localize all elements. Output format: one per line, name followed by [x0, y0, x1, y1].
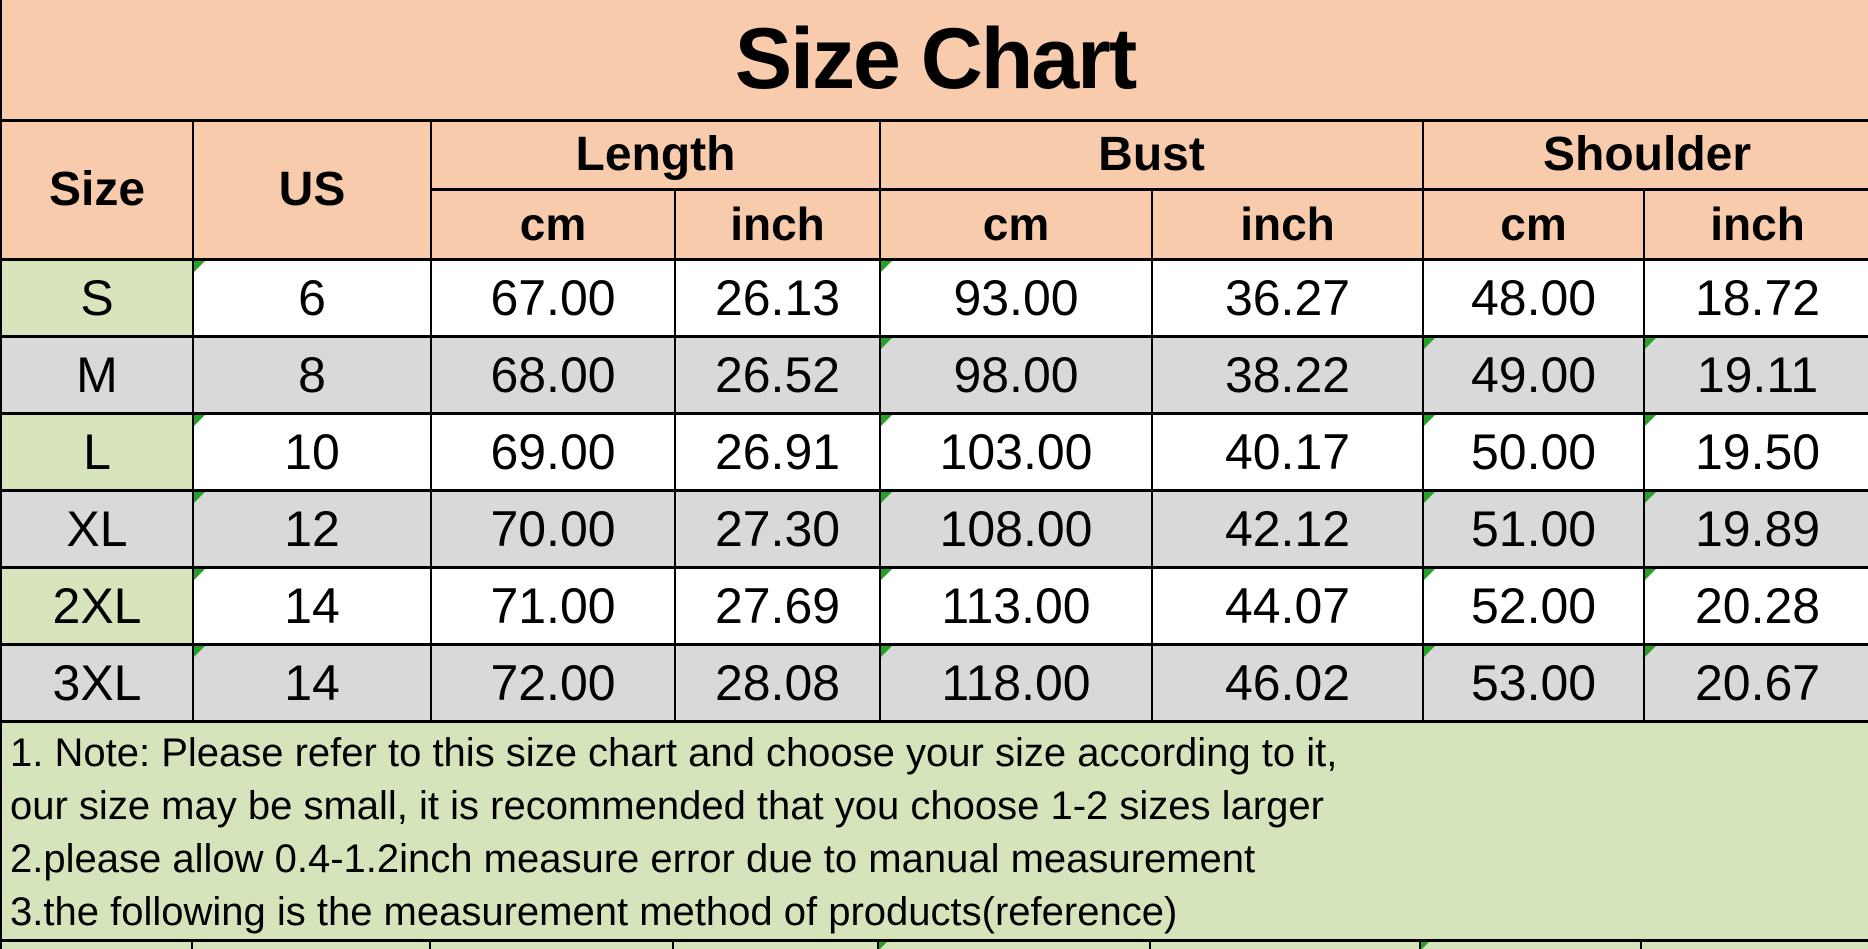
table-row-l: [2, 413, 1868, 490]
partial-cell: [1642, 942, 1868, 949]
header-length-inch: inch: [675, 189, 880, 259]
value-cell: 38.22: [1152, 336, 1423, 413]
value-cell: 19.89: [1644, 490, 1868, 567]
value-cell: 36.27: [1152, 259, 1423, 336]
partial-next-row: [2, 942, 1868, 949]
value-cell: 113.00: [880, 567, 1152, 644]
table-row-s: [2, 259, 1868, 336]
header-shoulder: Shoulder: [1423, 122, 1868, 189]
header-bust: Bust: [880, 122, 1423, 189]
note-line: 1. Note: Please refer to this size chart and choose your size according to it,: [10, 730, 1338, 775]
partial-cell: [2, 942, 193, 949]
value-cell: 18.72: [1644, 259, 1868, 336]
table-row-3xl: [2, 644, 1868, 721]
partial-cell: [431, 942, 675, 949]
value-cell: 26.13: [675, 259, 880, 336]
value-cell: 27.30: [675, 490, 880, 567]
header-length: Length: [431, 122, 880, 189]
value-cell: 46.02: [1152, 644, 1423, 721]
value-cell: 14: [193, 644, 431, 721]
header-length-cm: cm: [431, 189, 675, 259]
value-cell: 49.00: [1423, 336, 1644, 413]
value-cell: 12: [193, 490, 431, 567]
value-cell: 108.00: [880, 490, 1152, 567]
value-cell: 44.07: [1152, 567, 1423, 644]
value-cell: 42.12: [1152, 490, 1423, 567]
note-line: 3.the following is the measurement method of products(reference): [10, 889, 1178, 934]
note-line: our size may be small, it is recommended that you choose 1-2 sizes larger: [10, 783, 1324, 828]
partial-cell: [879, 942, 1151, 949]
note-line: 2.please allow 0.4-1.2inch measure error due to manual measurement: [10, 836, 1256, 881]
partial-cell: [193, 942, 431, 949]
value-cell: 103.00: [880, 413, 1152, 490]
value-cell: 67.00: [431, 259, 675, 336]
header-shoulder-cm: cm: [1423, 189, 1644, 259]
size-cell: XL: [2, 490, 193, 567]
page-title-text: Size Chart: [734, 11, 1136, 107]
table-row-2xl: [2, 567, 1868, 644]
value-cell: 27.69: [675, 567, 880, 644]
value-cell: 69.00: [431, 413, 675, 490]
value-cell: 26.91: [675, 413, 880, 490]
value-cell: 19.11: [1644, 336, 1868, 413]
value-cell: 93.00: [880, 259, 1152, 336]
size-cell: S: [2, 259, 193, 336]
header-bust-inch: inch: [1152, 189, 1423, 259]
value-cell: 48.00: [1423, 259, 1644, 336]
size-cell: 2XL: [2, 567, 193, 644]
partial-cell: [674, 942, 879, 949]
page-title: [2, 0, 1868, 122]
value-cell: 68.00: [431, 336, 675, 413]
notes-section: [2, 723, 1868, 942]
partial-cell: [1151, 942, 1422, 949]
size-cell: L: [2, 413, 193, 490]
value-cell: 10: [193, 413, 431, 490]
value-cell: 98.00: [880, 336, 1152, 413]
value-cell: 118.00: [880, 644, 1152, 721]
value-cell: 70.00: [431, 490, 675, 567]
value-cell: 71.00: [431, 567, 675, 644]
header-bust-cm: cm: [880, 189, 1152, 259]
value-cell: 50.00: [1423, 413, 1644, 490]
value-cell: 19.50: [1644, 413, 1868, 490]
value-cell: 20.28: [1644, 567, 1868, 644]
partial-cell: [1421, 942, 1642, 949]
header-shoulder-inch: inch: [1644, 189, 1868, 259]
value-cell: 14: [193, 567, 431, 644]
value-cell: 26.52: [675, 336, 880, 413]
value-cell: 20.67: [1644, 644, 1868, 721]
table-header: [2, 122, 1868, 259]
value-cell: 51.00: [1423, 490, 1644, 567]
header-group-row: [2, 122, 1868, 189]
value-cell: 6: [193, 259, 431, 336]
table-row-m: [2, 336, 1868, 413]
table-row-xl: [2, 490, 1868, 567]
header-us: US: [193, 122, 431, 259]
size-cell: M: [2, 336, 193, 413]
header-size: Size: [2, 122, 193, 259]
value-cell: 40.17: [1152, 413, 1423, 490]
value-cell: 28.08: [675, 644, 880, 721]
value-cell: 53.00: [1423, 644, 1644, 721]
value-cell: 72.00: [431, 644, 675, 721]
size-chart-table: [2, 122, 1868, 723]
value-cell: 8: [193, 336, 431, 413]
value-cell: 52.00: [1423, 567, 1644, 644]
size-cell: 3XL: [2, 644, 193, 721]
